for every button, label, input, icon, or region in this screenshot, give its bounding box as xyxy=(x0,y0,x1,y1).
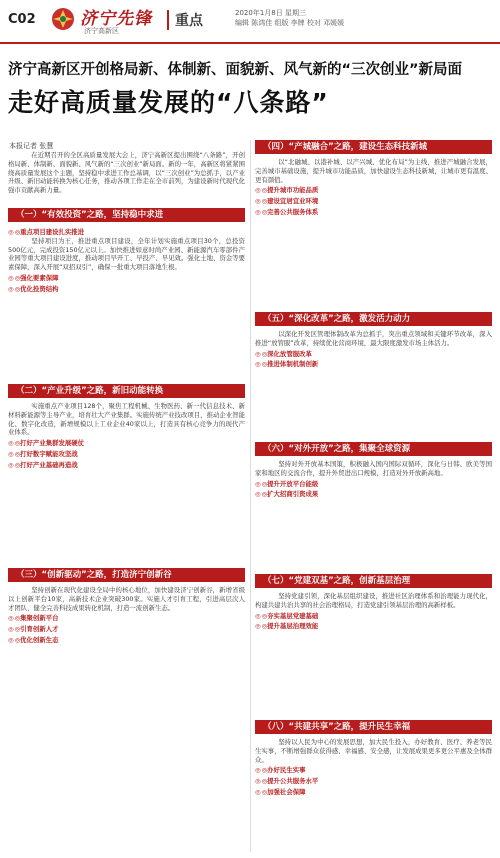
section-6-subhead-1: ◎ ◎提升开放平台能级 xyxy=(255,480,492,489)
section-3-subhead-3: ◎ ◎优化创新生态 xyxy=(8,636,245,645)
editors-line: 编辑 陈鸿佳 组版 李牌 校对 邓媛媛 xyxy=(235,19,345,27)
column-divider xyxy=(250,140,251,852)
section-3-body xyxy=(8,586,245,852)
section-3-text: 坚持创新在现代化建设全局中的核心地位，加快建设济宁创新谷，新增省级以上创新平台10家，高新技术企业突破300家。实施人才引育工程，引进高层次人才团队，健全完善科技成果转化机制，打造一流创新生态。 xyxy=(8,586,245,612)
section-7-subhead-2: ◎ ◎提升基层治理效能 xyxy=(255,622,492,631)
headline xyxy=(8,58,496,119)
headline-title: 走好高质量发展的“八条路” xyxy=(8,88,329,117)
section-2-subhead-1: ◎ ◎打好产业集群发展硬仗 xyxy=(8,439,245,448)
page-number: C02 xyxy=(8,12,36,27)
paper-subtitle: 济宁高新区 xyxy=(84,27,119,35)
section-4-body xyxy=(255,158,492,308)
paper-name: 济宁先锋 xyxy=(80,9,152,29)
section-2-body xyxy=(8,402,245,562)
section-6-banner: （六）“对外开放”之路，集聚全球资源 xyxy=(255,442,492,456)
section-4-banner: （四）“产城融合”之路，建设生态科技新城 xyxy=(255,140,492,154)
section-6-body xyxy=(255,460,492,570)
section-1-subhead-2: ◎ ◎强化要素保障 xyxy=(8,274,245,283)
section-4-text: 以“北融城、以港补城、以产兴城、优化布局”为主线，推进产城融合发展，完善城市基础设施，提升城市功能品质，加快建设生态科技新城，让城市更有温度、更有颜值。 xyxy=(255,158,492,184)
section-8-subhead-3: ◎ ◎加强社会保障 xyxy=(255,788,492,797)
date-line xyxy=(235,8,344,28)
section-8-text: 坚持以人民为中心的发展思想，加大民生投入，办好教育、医疗、养老等民生实事，不断增强群众获得感、幸福感、安全感，让发展成果更多更公平惠及全体群众。 xyxy=(255,738,492,764)
section-8-body xyxy=(255,738,492,852)
section-2-banner: （二）“产业升级”之路，新旧动能转换 xyxy=(8,384,245,398)
section-4-subhead-3: ◎ ◎完善公共服务体系 xyxy=(255,208,492,217)
section-6-text: 坚持对外开放基本国策，积极融入国内国际双循环，深化与日韩、欧美等国家和地区的交流合作，提升外贸进出口规模，打造对外开放新高地。 xyxy=(255,460,492,477)
section-8-banner: （八）“共建共享”之路，提升民生幸福 xyxy=(255,720,492,734)
section-3-banner: （三）“创新驱动”之路，打造济宁创新谷 xyxy=(8,568,245,582)
section-5-subhead-1: ◎ ◎深化放管服改革 xyxy=(255,350,492,359)
section-4-subhead-2: ◎ ◎建设宜居宜业环境 xyxy=(255,197,492,206)
intro-text: 在近期召开的全区高质量发展大会上，济宁高新区提出围绕“八条路”，开创格局新、体制新、面貌新、风气新的“三次创业”新局面。新的一年，高新区将紧紧围绕高质量发展这个主题，坚持稳中求进工作总基调，以“三次创业”为总抓手，以产业升级、新旧动能转换为核心任务，推动各项工作走在全市前列，为建设新时代现代化强市贡献高新力量。 xyxy=(8,151,245,195)
section-6-subhead-2: ◎ ◎扩大招商引资成果 xyxy=(255,490,492,499)
intro-paragraph xyxy=(8,151,245,203)
issue-date: 2020年1月8日 星期三 xyxy=(235,9,306,17)
section-2-subhead-2: ◎ ◎打好数字赋能攻坚战 xyxy=(8,450,245,459)
byline: 本报记者 张慧 xyxy=(9,142,54,150)
section-1-banner: （一）“有效投资”之路，坚持稳中求进 xyxy=(8,208,245,222)
section-7-subhead-1: ◎ ◎夯实基层党建基础 xyxy=(255,612,492,621)
section-name: 重点 xyxy=(167,10,203,30)
section-4-subhead-1: ◎ ◎提升城市功能品质 xyxy=(255,186,492,195)
section-8-subhead-2: ◎ ◎提升公共服务水平 xyxy=(255,777,492,786)
section-2-subhead-3: ◎ ◎打好产业基础再造战 xyxy=(8,461,245,470)
section-1-body xyxy=(8,226,245,376)
section-2-text: 实施重点产业项目128个，聚焦工程机械、生物医药、新一代信息技术、新材料新能源等主导产业，培育壮大产业集群。实施传统产业技改项目，推动企业智能化、数字化改造，新增规模以上工业企业40家以上，打造具有核心竞争力的现代产业体系。 xyxy=(8,402,245,437)
seal-logo-icon xyxy=(50,6,76,32)
section-7-text: 坚持党建引领，深化基层组织建设，推进社区治理体系和治理能力现代化，构建共建共治共享的社会治理格局，打造党建引领基层治理的高新样板。 xyxy=(255,592,492,609)
masthead xyxy=(0,0,500,44)
section-3-subhead-2: ◎ ◎引育创新人才 xyxy=(8,625,245,634)
section-1-subhead-3: ◎ ◎优化投资结构 xyxy=(8,285,245,294)
section-5-banner: （五）“深化改革”之路，激发活力动力 xyxy=(255,312,492,326)
section-5-text: 以深化开发区管理体制改革为总抓手，突出重点领域和关键环节改革，深入推进“放管服”改革，持续优化营商环境，最大限度激发市场主体活力。 xyxy=(255,330,492,347)
section-1-text: 坚持项目为王，推进重点项目建设，全年计划实施重点项目30个，总投资500亿元，完成投资150亿元以上。加快推进如意时尚产业园、新能源汽车零部件产业园等重大项目建设进度，推动项目早开工、早投产、早见效。强化土地、资金等要素保障，深入开展“双招双引”，确保一批重大项目落地生根。 xyxy=(8,236,245,272)
section-7-banner: （七）“党建双基”之路，创新基层治理 xyxy=(255,574,492,588)
headline-kicker: 济宁高新区开创格局新、体制新、面貌新、风气新的“三次创业”新局面 xyxy=(8,62,463,78)
section-5-subhead-2: ◎ ◎推进体制机制创新 xyxy=(255,360,492,369)
section-1-subhead-1: ◎ ◎重点项目建设扎实推进 xyxy=(8,228,245,237)
section-3-subhead-1: ◎ ◎集聚创新平台 xyxy=(8,614,245,623)
section-8-subhead-1: ◎ ◎办好民生实事 xyxy=(255,766,492,775)
section-5-body xyxy=(255,330,492,438)
section-7-body xyxy=(255,592,492,716)
